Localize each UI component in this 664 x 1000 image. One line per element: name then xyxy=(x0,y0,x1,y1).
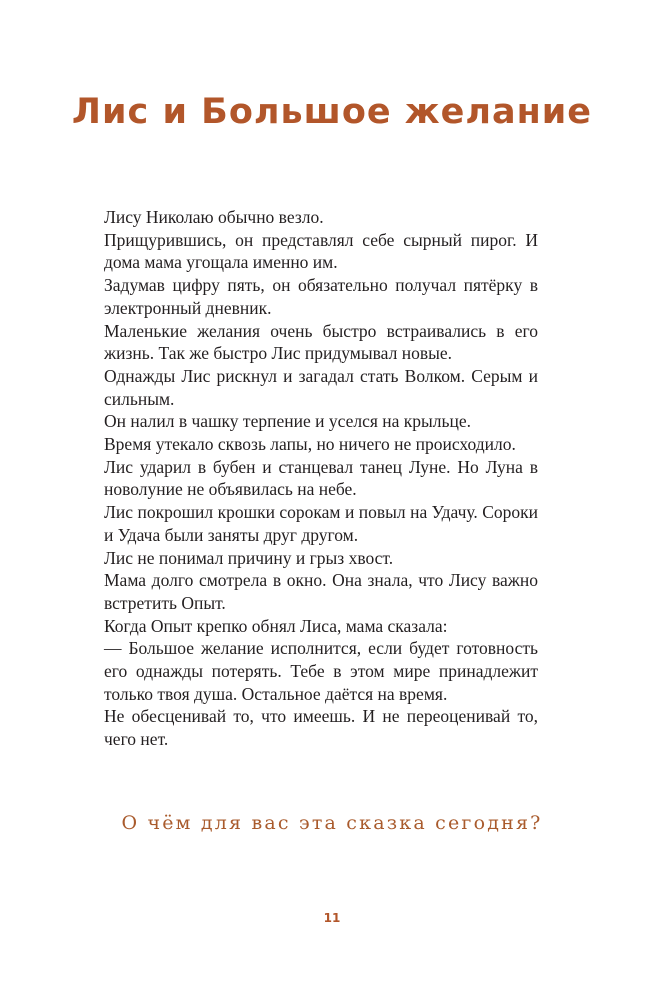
story-paragraph: Когда Опыт крепко обнял Лиса, мама сказала: xyxy=(104,615,448,636)
story-paragraph: Лис ударил в бубен и станцевал танец Луне. Но Луна в новолуние не объявилась на небе. xyxy=(104,456,538,500)
reflection-question: О чём для вас эта сказка сегодня? xyxy=(121,812,543,834)
story-paragraph: Задумав цифру пять, он обязательно получал пятёрку в электронный дневник. xyxy=(104,275,538,318)
story-paragraph: Однажды Лис рискнул и загадал стать Волком. Серым и сильным. xyxy=(104,365,538,409)
story-paragraph: Лис покрошил крошки сорокам и повыл на Удачу. Сороки и Удача были заняты друг другом. xyxy=(104,502,538,545)
story-paragraph: Лис не понимал причину и грыз хвост. xyxy=(104,547,394,568)
story-body xyxy=(104,206,538,751)
story-paragraph: Маленькие желания очень быстро встраивались в его жизнь. Так же быстро Лис придумывал новые. xyxy=(104,320,538,364)
story-paragraph: Время утекало сквозь лапы, но ничего не происходило. xyxy=(104,434,516,455)
story-paragraph: Не обесценивай то, что имеешь. И не переоценивай то, чего нет. xyxy=(104,706,538,750)
story-title: Лис и Большое желание xyxy=(71,92,593,132)
story-paragraph: Лису Николаю обычно везло. xyxy=(104,207,324,227)
page-number: 11 xyxy=(323,911,341,925)
story-paragraph: Он налил в чашку терпение и уселся на крыльце. xyxy=(104,411,472,432)
story-paragraph: Мама долго смотрела в окно. Она знала, что Лису важно встретить Опыт. xyxy=(104,570,538,613)
story-paragraph: — Большое желание исполнится, если будет готовность его однажды потерять. Тебе в этом мире принадлежит только твоя душа. Остальное даётся на время. xyxy=(104,638,538,704)
story-paragraph: Прищурившись, он представлял себе сырный пирог. И дома мама угощала именно им. xyxy=(104,229,538,273)
